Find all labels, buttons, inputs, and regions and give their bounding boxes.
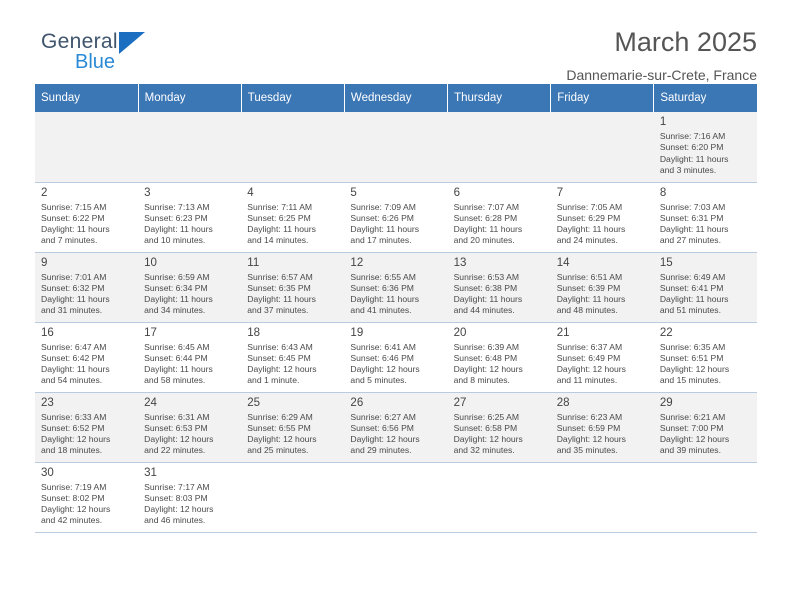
- calendar-day-empty: [551, 112, 654, 182]
- calendar-day-info: [350, 342, 442, 387]
- calendar-day-daylight: and 51 minutes.: [659, 305, 721, 316]
- calendar-day-empty: [344, 462, 447, 532]
- calendar-day-daylight: Daylight: 11 hours: [453, 224, 523, 235]
- calendar-day-info: [144, 272, 236, 317]
- calendar-day-daylight: Daylight: 11 hours: [247, 294, 316, 305]
- calendar-day-daylight: Daylight: 12 hours: [41, 434, 111, 445]
- calendar-day-sunrise: Sunrise: 6:21 AM: [659, 411, 726, 422]
- calendar-day-cell: [241, 322, 344, 392]
- calendar-day-daylight: Daylight: 12 hours: [556, 364, 626, 375]
- calendar-day-number: 9: [41, 256, 48, 269]
- calendar-day-number: 24: [144, 396, 157, 409]
- calendar-day-info: [247, 342, 339, 387]
- calendar-day-sunrise: Sunrise: 6:49 AM: [659, 271, 726, 282]
- calendar-day-number: 12: [350, 256, 364, 269]
- calendar-day-daylight: and 24 minutes.: [556, 235, 618, 246]
- weekday-header-thursday: Thursday: [448, 84, 551, 112]
- calendar-day-daylight: and 29 minutes.: [350, 445, 412, 456]
- calendar-day-sunset: Sunset: 6:41 PM: [659, 282, 724, 293]
- calendar-day-sunset: Sunset: 6:20 PM: [659, 142, 724, 153]
- calendar-day-sunset: Sunset: 6:53 PM: [144, 422, 208, 433]
- calendar-week-row: [35, 182, 757, 252]
- calendar-day-cell: [35, 182, 138, 252]
- calendar-week-row: [35, 112, 757, 182]
- calendar-day-daylight: and 14 minutes.: [247, 235, 309, 246]
- calendar-day-sunrise: Sunrise: 7:09 AM: [350, 201, 416, 212]
- calendar-day-daylight: and 18 minutes.: [41, 445, 103, 456]
- weekday-header-monday: Monday: [138, 84, 241, 112]
- calendar-day-daylight: and 46 minutes.: [144, 515, 206, 526]
- calendar-day-daylight: Daylight: 12 hours: [144, 434, 214, 445]
- calendar-day-sunrise: Sunrise: 6:25 AM: [453, 411, 520, 422]
- calendar-day-info: [557, 342, 649, 387]
- calendar-week-row: [35, 322, 757, 392]
- calendar-day-daylight: Daylight: 11 hours: [659, 153, 729, 164]
- calendar-day-number: 30: [41, 466, 54, 479]
- calendar-week-row: [35, 252, 757, 322]
- calendar-day-daylight: Daylight: 11 hours: [41, 364, 110, 375]
- calendar-day-info: [41, 202, 133, 247]
- calendar-day-sunset: Sunset: 6:59 PM: [556, 422, 621, 433]
- calendar-day-sunrise: Sunrise: 6:45 AM: [144, 341, 210, 352]
- calendar-day-info: [144, 482, 236, 527]
- calendar-day-sunrise: Sunrise: 7:15 AM: [41, 201, 107, 212]
- calendar-day-info: [247, 412, 339, 457]
- calendar-day-cell: [344, 322, 447, 392]
- calendar-day-cell: [654, 252, 757, 322]
- calendar-day-sunrise: Sunrise: 7:11 AM: [247, 201, 313, 212]
- calendar-day-number: 22: [659, 326, 673, 339]
- calendar-day-sunrise: Sunrise: 7:01 AM: [41, 271, 107, 282]
- calendar-day-daylight: Daylight: 12 hours: [659, 364, 730, 375]
- calendar-day-daylight: Daylight: 11 hours: [659, 224, 729, 235]
- calendar-day-info: [660, 342, 752, 387]
- calendar-day-daylight: Daylight: 12 hours: [144, 504, 214, 515]
- calendar-day-number: 6: [453, 186, 460, 199]
- calendar-day-cell: [654, 182, 757, 252]
- calendar-day-info: [660, 272, 752, 317]
- calendar-day-info: [41, 412, 133, 457]
- calendar-day-cell: [551, 322, 654, 392]
- calendar-body: [35, 112, 757, 532]
- calendar-day-daylight: Daylight: 12 hours: [453, 364, 523, 375]
- calendar-day-daylight: Daylight: 11 hours: [41, 224, 110, 235]
- calendar-day-cell: [35, 462, 138, 532]
- calendar-day-sunrise: Sunrise: 6:51 AM: [556, 271, 623, 282]
- calendar-day-daylight: Daylight: 12 hours: [453, 434, 523, 445]
- calendar-day-daylight: Daylight: 11 hours: [350, 224, 420, 235]
- calendar-day-number: 25: [247, 396, 261, 409]
- calendar-day-sunset: Sunset: 6:23 PM: [144, 212, 208, 223]
- calendar-day-number: 4: [247, 186, 254, 199]
- calendar-day-daylight: and 27 minutes.: [659, 235, 721, 246]
- calendar-day-cell: [448, 392, 551, 462]
- calendar-day-sunrise: Sunrise: 6:39 AM: [453, 341, 520, 352]
- calendar-day-number: 3: [144, 186, 151, 199]
- calendar-day-sunset: Sunset: 6:35 PM: [247, 282, 311, 293]
- calendar-day-cell: [138, 252, 241, 322]
- calendar-day-sunrise: Sunrise: 6:53 AM: [453, 271, 520, 282]
- calendar-day-sunset: Sunset: 8:02 PM: [41, 492, 105, 503]
- calendar-day-daylight: and 15 minutes.: [659, 375, 721, 386]
- calendar-day-number: 7: [556, 186, 564, 199]
- calendar-day-empty: [654, 462, 757, 532]
- calendar-day-cell: [654, 112, 757, 182]
- calendar-day-daylight: and 42 minutes.: [41, 515, 103, 526]
- calendar-day-sunrise: Sunrise: 6:31 AM: [144, 411, 210, 422]
- calendar-day-daylight: and 41 minutes.: [350, 305, 412, 316]
- calendar-day-daylight: Daylight: 12 hours: [350, 364, 420, 375]
- calendar-day-info: [557, 272, 649, 317]
- calendar-day-daylight: Daylight: 11 hours: [453, 294, 523, 305]
- calendar-day-cell: [654, 392, 757, 462]
- calendar-day-cell: [344, 252, 447, 322]
- calendar-day-sunrise: Sunrise: 7:13 AM: [144, 201, 210, 212]
- calendar-day-sunrise: Sunrise: 6:29 AM: [247, 411, 313, 422]
- calendar-day-cell: [448, 252, 551, 322]
- logo-text-blue: Blue: [75, 51, 116, 73]
- calendar-day-cell: [241, 392, 344, 462]
- sunrise-sunset-calendar: [35, 84, 757, 533]
- calendar-day-sunrise: Sunrise: 7:17 AM: [144, 481, 210, 492]
- calendar-day-empty: [35, 112, 138, 182]
- calendar-day-daylight: and 11 minutes.: [556, 375, 618, 386]
- calendar-day-cell: [551, 252, 654, 322]
- calendar-day-number: 23: [41, 396, 54, 409]
- calendar-day-info: [454, 272, 546, 317]
- calendar-day-sunrise: Sunrise: 7:19 AM: [41, 481, 107, 492]
- calendar-day-empty: [551, 462, 654, 532]
- calendar-day-number: 21: [556, 326, 570, 339]
- calendar-day-cell: [448, 322, 551, 392]
- calendar-day-cell: [35, 252, 138, 322]
- calendar-day-number: 11: [247, 256, 260, 269]
- calendar-day-daylight: and 3 minutes.: [659, 164, 717, 175]
- calendar-day-sunset: Sunset: 6:32 PM: [41, 282, 105, 293]
- calendar-day-daylight: Daylight: 11 hours: [556, 224, 626, 235]
- calendar-day-empty: [448, 112, 551, 182]
- calendar-day-sunrise: Sunrise: 6:57 AM: [247, 271, 313, 282]
- calendar-day-sunset: Sunset: 6:38 PM: [453, 282, 518, 293]
- calendar-day-sunset: Sunset: 6:42 PM: [41, 352, 105, 363]
- calendar-day-sunrise: Sunrise: 6:43 AM: [247, 341, 313, 352]
- calendar-day-cell: [241, 252, 344, 322]
- calendar-day-sunset: Sunset: 6:55 PM: [247, 422, 311, 433]
- calendar-day-sunset: Sunset: 6:29 PM: [556, 212, 621, 223]
- calendar-day-sunset: Sunset: 6:26 PM: [350, 212, 414, 223]
- calendar-day-cell: [448, 182, 551, 252]
- calendar-day-cell: [344, 182, 447, 252]
- calendar-day-info: [660, 131, 752, 176]
- calendar-week-row: [35, 392, 757, 462]
- weekday-header-sunday: Sunday: [35, 84, 138, 112]
- calendar-day-daylight: and 1 minute.: [247, 375, 300, 386]
- calendar-day-sunset: Sunset: 6:25 PM: [247, 212, 311, 223]
- calendar-day-sunrise: Sunrise: 7:07 AM: [453, 201, 520, 212]
- calendar-day-cell: [551, 182, 654, 252]
- calendar-day-daylight: Daylight: 11 hours: [659, 294, 729, 305]
- weekday-header-tuesday: Tuesday: [241, 84, 344, 112]
- calendar-day-info: [144, 202, 236, 247]
- calendar-day-daylight: Daylight: 12 hours: [556, 434, 626, 445]
- calendar-day-daylight: Daylight: 11 hours: [144, 294, 213, 305]
- calendar-day-daylight: and 32 minutes.: [453, 445, 515, 456]
- calendar-day-cell: [551, 392, 654, 462]
- calendar-day-daylight: and 7 minutes.: [41, 235, 98, 246]
- calendar-day-info: [454, 412, 546, 457]
- calendar-day-daylight: and 35 minutes.: [556, 445, 618, 456]
- calendar-day-daylight: Daylight: 12 hours: [247, 434, 317, 445]
- calendar-day-sunset: Sunset: 8:03 PM: [144, 492, 208, 503]
- calendar-day-sunset: Sunset: 6:31 PM: [659, 212, 724, 223]
- calendar-day-sunrise: Sunrise: 6:41 AM: [350, 341, 416, 352]
- calendar-day-daylight: Daylight: 12 hours: [247, 364, 317, 375]
- calendar-day-number: 18: [247, 326, 261, 339]
- calendar-day-sunset: Sunset: 6:56 PM: [350, 422, 414, 433]
- calendar-day-info: [144, 412, 236, 457]
- calendar-day-sunset: Sunset: 6:28 PM: [453, 212, 518, 223]
- calendar-day-daylight: and 39 minutes.: [659, 445, 721, 456]
- calendar-day-cell: [344, 392, 447, 462]
- calendar-day-sunset: Sunset: 6:49 PM: [556, 352, 621, 363]
- calendar-day-number: 27: [453, 396, 467, 409]
- calendar-day-sunset: Sunset: 6:22 PM: [41, 212, 105, 223]
- calendar-day-daylight: and 22 minutes.: [144, 445, 206, 456]
- calendar-day-cell: [138, 392, 241, 462]
- calendar-day-info: [557, 202, 649, 247]
- calendar-day-sunset: Sunset: 6:45 PM: [247, 352, 311, 363]
- calendar-day-number: 10: [144, 256, 157, 269]
- calendar-day-sunrise: Sunrise: 6:27 AM: [350, 411, 416, 422]
- calendar-day-cell: [138, 182, 241, 252]
- calendar-day-info: [247, 202, 339, 247]
- calendar-day-daylight: and 31 minutes.: [41, 305, 103, 316]
- calendar-day-info: [454, 342, 546, 387]
- calendar-day-cell: [138, 462, 241, 532]
- calendar-day-info: [350, 202, 442, 247]
- page-title: March 2025: [614, 27, 757, 57]
- calendar-day-sunset: Sunset: 6:52 PM: [41, 422, 105, 433]
- calendar-day-info: [454, 202, 546, 247]
- calendar-day-cell: [138, 322, 241, 392]
- calendar-day-number: 14: [556, 256, 570, 269]
- calendar-day-empty: [241, 112, 344, 182]
- calendar-day-number: 1: [659, 116, 667, 128]
- calendar-day-sunrise: Sunrise: 6:33 AM: [41, 411, 107, 422]
- calendar-day-info: [41, 482, 133, 527]
- calendar-day-sunrise: Sunrise: 6:23 AM: [556, 411, 623, 422]
- calendar-day-sunrise: Sunrise: 6:47 AM: [41, 341, 107, 352]
- calendar-day-daylight: Daylight: 11 hours: [144, 224, 213, 235]
- calendar-day-daylight: and 20 minutes.: [453, 235, 515, 246]
- calendar-day-cell: [35, 322, 138, 392]
- calendar-day-number: 2: [41, 186, 48, 199]
- calendar-day-number: 29: [659, 396, 673, 409]
- calendar-day-number: 31: [144, 466, 157, 479]
- calendar-day-daylight: and 54 minutes.: [41, 375, 103, 386]
- calendar-day-daylight: Daylight: 12 hours: [41, 504, 111, 515]
- calendar-day-empty: [138, 112, 241, 182]
- calendar-day-cell: [241, 182, 344, 252]
- location-subtitle: Dannemarie-sur-Crete, France: [566, 67, 757, 83]
- calendar-day-daylight: Daylight: 11 hours: [41, 294, 110, 305]
- calendar-day-number: 15: [659, 256, 673, 269]
- page-header: [35, 0, 757, 83]
- calendar-day-number: 20: [453, 326, 467, 339]
- calendar-day-sunrise: Sunrise: 6:35 AM: [659, 341, 726, 352]
- calendar-day-info: [557, 412, 649, 457]
- calendar-day-daylight: Daylight: 11 hours: [350, 294, 420, 305]
- calendar-day-sunrise: Sunrise: 6:37 AM: [556, 341, 623, 352]
- calendar-day-info: [247, 272, 339, 317]
- calendar-day-cell: [35, 392, 138, 462]
- calendar-day-sunset: Sunset: 6:34 PM: [144, 282, 208, 293]
- logo-triangle-icon: [119, 32, 145, 54]
- calendar-day-sunset: Sunset: 7:00 PM: [659, 422, 724, 433]
- calendar-day-number: 8: [659, 186, 667, 199]
- logo-text-general: General: [41, 30, 118, 53]
- calendar-day-sunset: Sunset: 6:46 PM: [350, 352, 414, 363]
- calendar-day-sunset: Sunset: 6:51 PM: [659, 352, 724, 363]
- calendar-day-daylight: and 5 minutes.: [350, 375, 407, 386]
- calendar-day-info: [350, 272, 442, 317]
- calendar-day-sunrise: Sunrise: 6:59 AM: [144, 271, 210, 282]
- calendar-day-daylight: and 17 minutes.: [350, 235, 412, 246]
- calendar-day-empty: [344, 112, 447, 182]
- calendar-day-number: 17: [144, 326, 157, 339]
- calendar-day-number: 13: [453, 256, 467, 269]
- calendar-day-daylight: Daylight: 12 hours: [350, 434, 420, 445]
- calendar-day-daylight: Daylight: 11 hours: [144, 364, 213, 375]
- calendar-day-number: 16: [41, 326, 54, 339]
- calendar-day-sunrise: Sunrise: 7:16 AM: [659, 131, 726, 141]
- calendar-day-daylight: and 34 minutes.: [144, 305, 206, 316]
- calendar-day-daylight: and 8 minutes.: [453, 375, 510, 386]
- calendar-day-daylight: and 10 minutes.: [144, 235, 206, 246]
- calendar-day-daylight: Daylight: 12 hours: [659, 434, 730, 445]
- weekday-header-friday: Friday: [551, 84, 654, 112]
- calendar-day-number: 5: [350, 186, 357, 199]
- calendar-day-sunset: Sunset: 6:58 PM: [453, 422, 518, 433]
- calendar-day-sunset: Sunset: 6:39 PM: [556, 282, 621, 293]
- calendar-day-sunset: Sunset: 6:36 PM: [350, 282, 414, 293]
- calendar-day-sunset: Sunset: 6:44 PM: [144, 352, 208, 363]
- calendar-day-daylight: and 48 minutes.: [556, 305, 618, 316]
- calendar-day-info: [41, 272, 133, 317]
- calendar-day-info: [660, 202, 752, 247]
- weekday-header-row: [35, 84, 757, 112]
- calendar-day-empty: [448, 462, 551, 532]
- calendar-day-number: 26: [350, 396, 364, 409]
- calendar-day-daylight: Daylight: 11 hours: [556, 294, 626, 305]
- calendar-day-daylight: Daylight: 11 hours: [247, 224, 316, 235]
- calendar-day-daylight: and 37 minutes.: [247, 305, 309, 316]
- calendar-day-daylight: and 25 minutes.: [247, 445, 309, 456]
- calendar-day-daylight: and 58 minutes.: [144, 375, 206, 386]
- calendar-day-cell: [654, 322, 757, 392]
- calendar-day-sunrise: Sunrise: 7:03 AM: [659, 201, 726, 212]
- calendar-day-empty: [241, 462, 344, 532]
- weekday-header-wednesday: Wednesday: [344, 84, 447, 112]
- general-blue-logo: [41, 30, 241, 86]
- calendar-day-info: [660, 412, 752, 457]
- calendar-day-number: 19: [350, 326, 364, 339]
- calendar-day-sunrise: Sunrise: 6:55 AM: [350, 271, 416, 282]
- weekday-header-saturday: Saturday: [654, 84, 757, 112]
- calendar-day-number: 28: [556, 396, 570, 409]
- calendar-day-info: [350, 412, 442, 457]
- calendar-week-row: [35, 462, 757, 532]
- calendar-day-info: [144, 342, 236, 387]
- calendar-day-daylight: and 44 minutes.: [453, 305, 515, 316]
- calendar-day-sunset: Sunset: 6:48 PM: [453, 352, 518, 363]
- calendar-day-sunrise: Sunrise: 7:05 AM: [556, 201, 623, 212]
- calendar-day-info: [41, 342, 133, 387]
